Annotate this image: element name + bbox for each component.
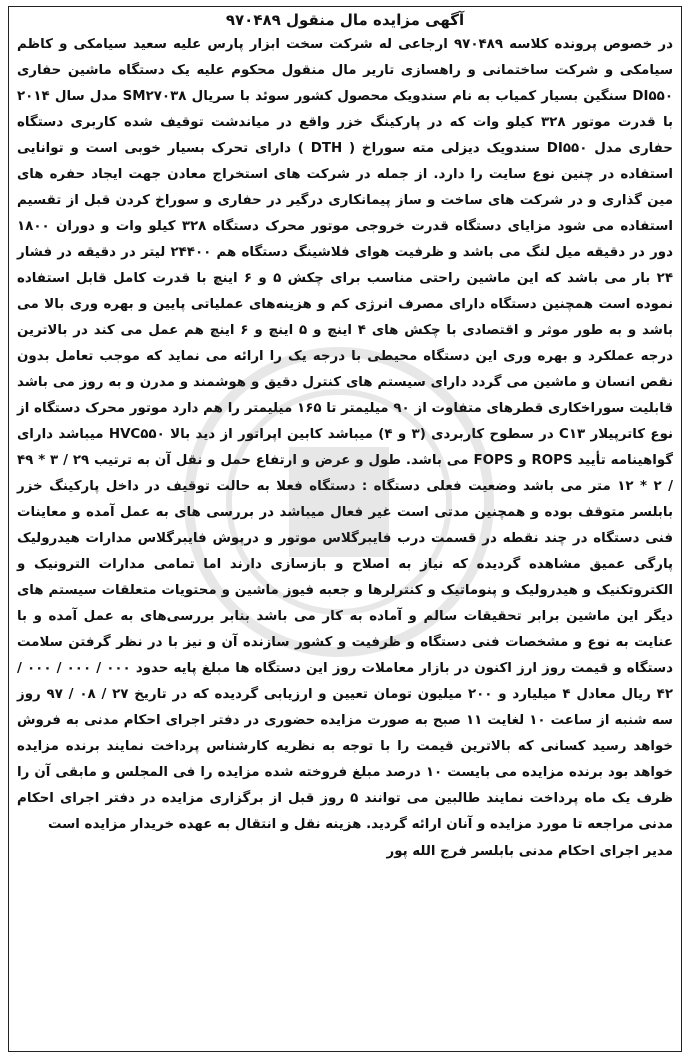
notice-body [9, 32, 681, 838]
auction-notice [8, 6, 682, 1052]
notice-signature: مدیر اجرای احکام مدنی بابلسر فرج الله پور [386, 844, 673, 859]
notice-title: آگهی مزایده مال منقول ۹۷۰۴۸۹ [225, 11, 465, 29]
notice-paragraph: در خصوص پرونده کلاسه ۹۷۰۴۸۹ ارجاعی له شرکت سخت ابزار پارس علیه سعید سیامکی و کاظم سیامکی و شرکت ساختمانی و راهسازی تاریر مال منقول محکوم علیه یک دستگاه ماشین حفاری DI۵۵۰ سنگین بسیار کمیاب به نام سندویک محصول کشور سوئد با سریال SM۲۷۰۳۸ مدل سال ۲۰۱۴ با قدرت موتور ۳۲۸ کیلو وات که در پارکینگ خزر واقع در میاندشت توقیف شده کاربری دستگاه حفاری مدل DI۵۵۰ سندویک دیزلی مته سوراخ ( DTH ) دارای تحرک بسیار خوبی است و توانایی استفاده در چنین نوع سایت را دارد. از جمله در شرکت های استخراج معادن جهت ایجاد حفره های مین گذاری و در شرکت های ساخت و ساز پیمانکاری درگیر در حفاری و سوراخ کردن قبل از تقسیم استفاده می شود مزایای دستگاه قدرت خروجی موتور محرک دستگاه ۳۲۸ کیلو وات و دوران ۱۸۰۰ دور در دقیقه میل لنگ می باشد و ظرفیت هوای فلاشینگ دستگاه هم ۲۴۴۰۰ لیتر در دقیقه در فشار ۲۴ بار می باشد که این ماشین راحتی مناسب برای چکش ۵ و ۶ اینچ با قدرت کامل قابل استفاده نموده است همچنین دستگاه دارای مصرف انرژی کم و هزینه‌های عملیاتی پایین و بهره وری بالا می باشد و به طور موثر و اقتصادی با چکش های ۴ اینچ و ۵ اینچ و ۶ اینچ هم عمل می کند در بالاترین درجه عملکرد و بهره وری این دستگاه محیطی با درجه یک را ارائه می نماید که موجب تعامل بدون نقص انسان و ماشین می گردد دارای سیستم های کنترل دقیق و هوشمند و مدرن و به روز می باشد قابلیت سوراخکاری قطرهای متفاوت از ۹۰ میلیمتر تا ۱۶۵ میلیمتر را هم دارد موتور محرک دستگاه از نوع کاترپیلار C۱۳ در سطوح کاربردی (۳ و ۴) میباشد کابین اپراتور از دید بالا HVC۵۵۰ میباشد دارای گواهینامه تأیید ROPS و FOPS می باشد. طول و عرض و ارتفاع حمل و نقل آن به ترتیب ۲۹ / ۳ * ۴۹ / ۲ * ۱۲ متر می باشد وضعیت فعلی دستگاه : دستگاه فعلا به حالت توقیف در داخل پارکینگ خزر بابلسر متوقف بوده و همچنین مدتی است غیر فعال میباشد در بررسی های به عمل آمده و معاینات فنی دستگاه در چند نقطه در قسمت درب فایبرگلاس موتور و درپوش فایبرگلاس مدارات هیدرولیک پارگی عمیق مشاهده گردیده که نیاز به اصلاح و بازسازی دارند اما تمامی مدارات الترونیک و الکتروتکنیک و هیدرولیک و پنوماتیک و کنترلرها و جعبه فیوز ماشین و محتویات متعلقات سیستم های دیگر این ماشین برابر تحقیقات سالم و آماده به کار می باشد بنابر بررسی‌های به عمل آمده و با عنایت به نوع و مشخصات فنی دستگاه و ظرفیت و کشور سازنده آن و نیز با در نظر گرفتن سلامت دستگاه و قیمت روز ارز اکنون در بازار معاملات روز این دستگاه ها مبلغ پایه حدود ۰۰۰ / ۰۰۰ / ۰۰۰ / ۴۲ ریال معادل ۴ میلیارد و ۲۰۰ میلیون تومان تعیین و ارزیابی گردیده که در تاریخ ۲۷ / ۰۸ / ۹۷ روز سه شنبه از ساعت ۱۰ لغایت ۱۱ صبح به صورت مزایده حضوری در دفتر اجرای احکام مدنی به فروش خواهد رسید کسانی که بالاترین قیمت را با توجه به نظریه کارشناس پرداخت نمایند برنده مزایده خواهد بود برنده مزایده می بایست ۱۰ درصد مبلغ فروخته شده مزایده را فی المجلس و مابقی آن را ظرف یک ماه پرداخت نمایند طالبین می توانند ۵ روز قبل از برگزاری مزایده در دفتر اجرای احکام مدنی مراجعه تا مورد مزایده و آنان ارائه گردید. هزینه نقل و انتقال به عهده خریدار مزایده است [17, 37, 674, 832]
